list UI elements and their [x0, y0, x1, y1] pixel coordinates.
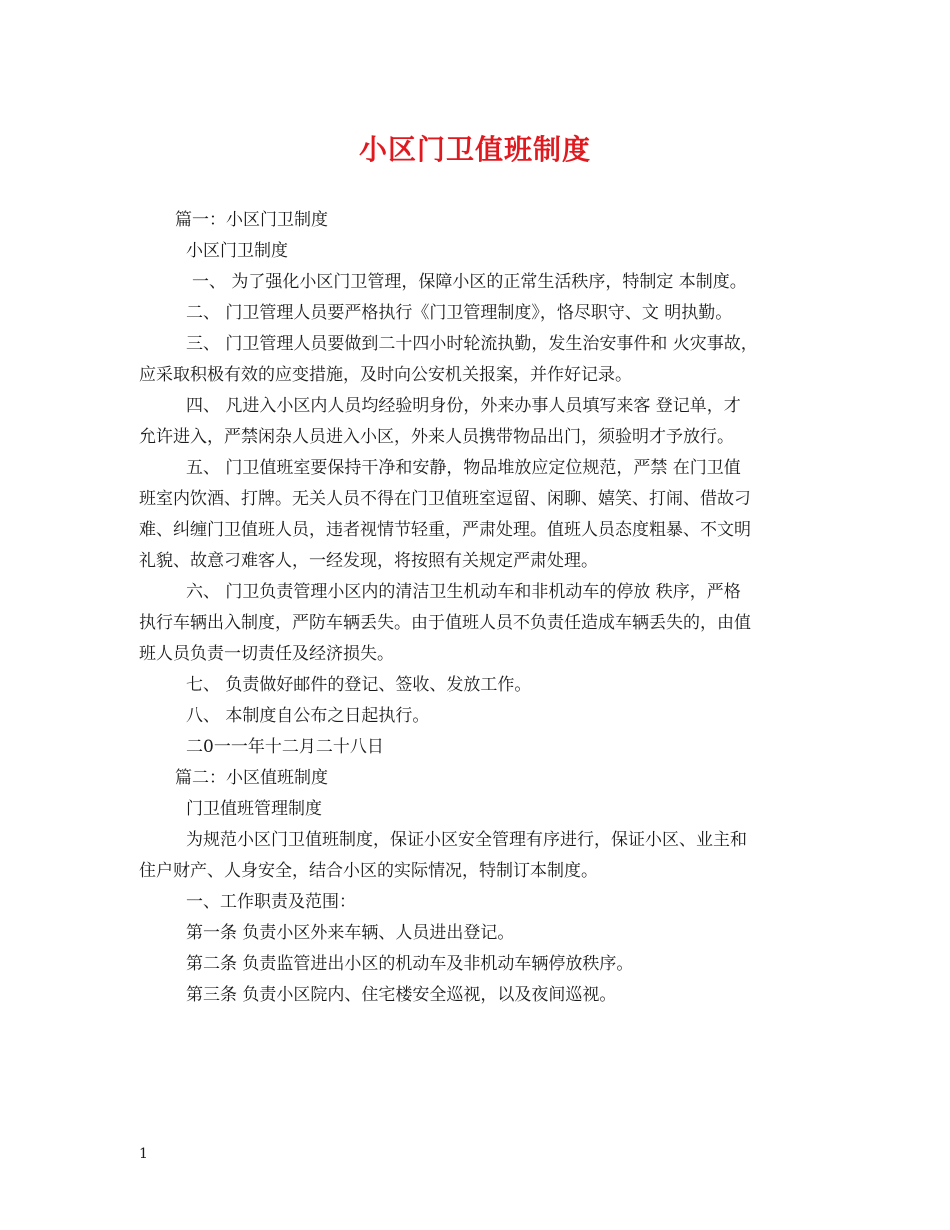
- document-title: 小区门卫值班制度: [358, 133, 591, 166]
- article-2: 第二条 负责监管进出小区的机动车及非机动车辆停放秩序。: [186, 954, 634, 974]
- article-3: 第三条 负责小区院内、住宅楼安全巡视，以及夜间巡视。: [186, 985, 617, 1005]
- document-body: [139, 205, 819, 1011]
- intro-line-1: 为规范小区门卫值班制度，保证小区安全管理有序进行，保证小区、业主和: [186, 830, 747, 850]
- page-number: 1: [139, 1146, 148, 1162]
- clause-8: 八、 本制度自公布之日起执行。: [186, 706, 430, 726]
- clause-7: 七、 负责做好邮件的登记、签收、发放工作。: [186, 675, 532, 695]
- subheading-1: 小区门卫制度: [186, 241, 288, 261]
- clause-4-line-1: 四、 凡进入小区内人员均经验明身份，外来办事人员填写来客 登记单，才: [186, 396, 741, 416]
- intro-line-2: 住户财产、人身安全，结合小区的实际情况，特制订本制度。: [139, 861, 598, 881]
- clause-5-line-3: 难、纠缠门卫值班人员，违者视情节轻重，严肃处理。值班人员态度粗暴、不文明: [139, 520, 751, 540]
- clause-5-line-1: 五、 门卫值班室要保持干净和安静，物品堆放应定位规范，严禁 在门卫值: [186, 458, 741, 478]
- clause-6-line-1: 六、 门卫负责管理小区内的清洁卫生机动车和非机动车的停放 秩序，严格: [186, 582, 741, 602]
- clause-5-line-2: 班室内饮酒、打牌。无关人员不得在门卫值班室逗留、闲聊、嬉笑、打闹、借故刁: [139, 489, 751, 509]
- subheading-2: 门卫值班管理制度: [186, 799, 322, 819]
- clause-4-line-2: 允许进入，严禁闲杂人员进入小区，外来人员携带物品出门，须验明才予放行。: [139, 427, 734, 447]
- clause-6-line-2: 执行车辆出入制度，严防车辆丢失。由于值班人员不负责任造成车辆丢失的，由值: [139, 613, 751, 633]
- section-heading-1: 篇一：小区门卫制度: [175, 210, 328, 230]
- date-line: 二0一一年十二月二十八日: [186, 737, 384, 757]
- clause-3-line-2: 应采取积极有效的应变措施，及时向公安机关报案，并作好记录。: [139, 365, 632, 385]
- clause-3-line-1: 三、 门卫管理人员要做到二十四小时轮流执勤，发生治安事件和 火灾事故，: [186, 334, 758, 354]
- clause-5-line-4: 礼貌、故意刁难客人，一经发现，将按照有关规定严肃处理。: [139, 551, 598, 571]
- section-heading-2: 篇二：小区值班制度: [175, 768, 328, 788]
- clause-6-line-3: 班人员负责一切责任及经济损失。: [139, 644, 394, 664]
- article-1: 第一条 负责小区外来车辆、人员进出登记。: [186, 923, 515, 943]
- clause-2: 二、 门卫管理人员要严格执行《门卫管理制度》，恪尽职守、文 明执勤。: [186, 303, 733, 323]
- duties-heading: 一、工作职责及范围：: [186, 892, 356, 912]
- clause-1: 一、 为了强化小区门卫管理，保障小区的正常生活秩序，特制定 本制度。: [192, 272, 747, 292]
